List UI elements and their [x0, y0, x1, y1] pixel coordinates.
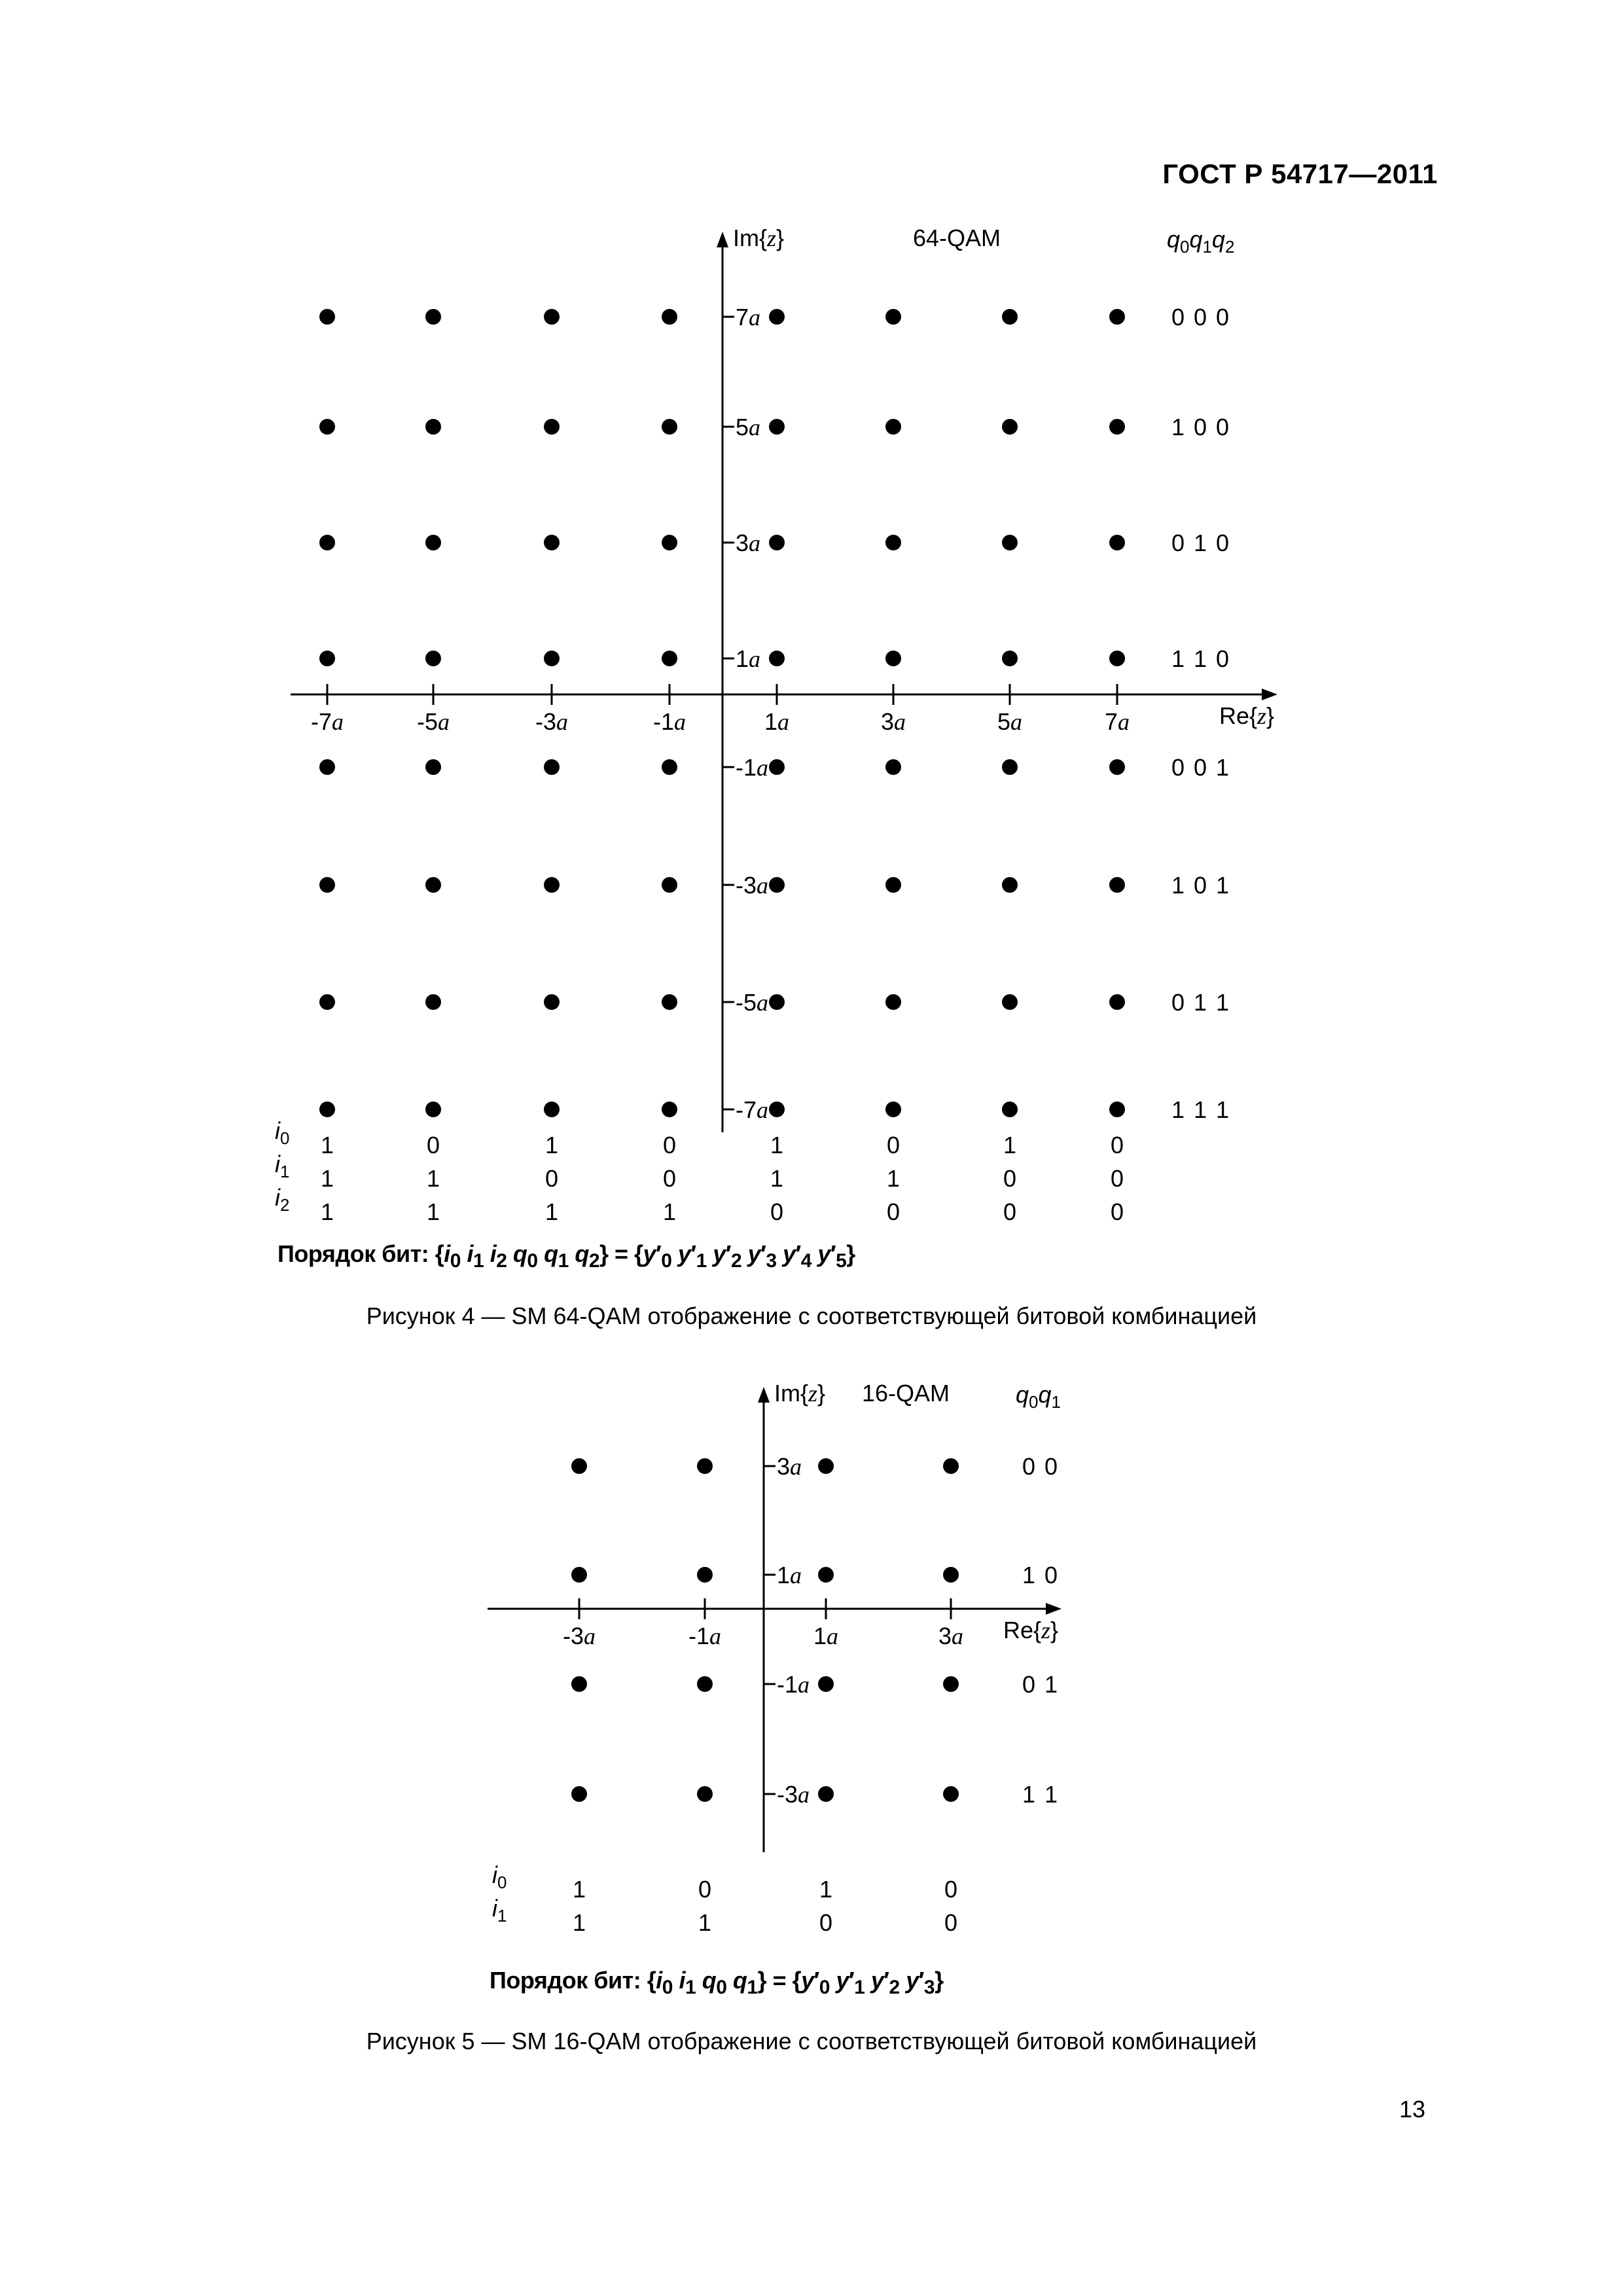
q-bits-row-label: 1 0 [1022, 1562, 1060, 1588]
document-header: ГОСТ Р 54717—2011 [1162, 158, 1438, 189]
im-axis-arrow [758, 1387, 770, 1403]
i-bit-value: 0 [698, 1876, 712, 1903]
fig5-bit-order: Порядок бит: {$i_0$ $i_1$ $q_0$ $q_1\} = \{y'_0$ $y'_1$ $y'_2$ $y'_3$} [490, 1967, 944, 1999]
i-bit-value: 0 [886, 1198, 901, 1225]
x-tick-label: 3a [880, 708, 906, 735]
x-tick-label: -3a [562, 1623, 596, 1649]
constellation-point [697, 1458, 713, 1474]
constellation-point [697, 1676, 713, 1692]
i-bit-value: 0 [426, 1132, 440, 1158]
i-bit-value: 0 [819, 1909, 833, 1936]
q-bits-header: $q_0q_1$ [1016, 1381, 1061, 1412]
y-tick-label: 7a [736, 304, 761, 331]
x-tick-label: -7a [310, 708, 344, 735]
constellation-point [818, 1676, 834, 1692]
i-bit-value: 0 [1003, 1165, 1017, 1192]
q-bits-row-label: 0 1 1 [1171, 989, 1231, 1016]
constellation-point [571, 1567, 587, 1583]
q-bits-row-label: 1 1 0 [1171, 645, 1231, 672]
i-bit-value: 1 [770, 1132, 784, 1158]
q-bits-row-label: 1 1 [1022, 1781, 1060, 1808]
i-bits-row-label: $i_0$ [492, 1861, 507, 1892]
y-tick-label: 3a [777, 1453, 802, 1480]
q-bits-row-label: 1 0 1 [1171, 872, 1231, 899]
i-bit-value: 0 [1110, 1165, 1124, 1192]
constellation-title: 16-QAM [861, 1380, 950, 1407]
constellation-point [571, 1786, 587, 1802]
constellation-title: 64-QAM [912, 224, 1001, 251]
re-axis-arrow [1046, 1603, 1061, 1615]
constellation-point [818, 1458, 834, 1474]
constellation-point [943, 1458, 959, 1474]
y-tick-label: 1a [736, 645, 761, 672]
i-bit-value: 0 [662, 1165, 677, 1192]
y-tick-label: 1a [777, 1562, 802, 1588]
re-axis-label: Re{z} [1003, 1617, 1059, 1643]
i-bit-value: 1 [320, 1132, 334, 1158]
i-bit-value: 1 [544, 1198, 559, 1225]
i-bit-value: 1 [320, 1198, 334, 1225]
i-bit-value: 0 [662, 1132, 677, 1158]
page-number: 13 [1399, 2096, 1425, 2123]
q-bits-header: $q_0q_1q_2$ [1167, 226, 1235, 257]
i-bits-row-label: $i_0$ [275, 1117, 290, 1148]
i-bit-value: 0 [1110, 1132, 1124, 1158]
x-tick-label: 3a [938, 1623, 964, 1649]
q-bits-row-label: 0 1 0 [1171, 529, 1231, 556]
y-tick-label: -7a [736, 1096, 769, 1123]
i-bits-row-label: $i_2$ [275, 1184, 290, 1215]
y-tick-label: -1a [736, 754, 769, 781]
y-tick-label: -3a [736, 872, 769, 899]
constellation-point [697, 1786, 713, 1802]
i-bit-value: 1 [544, 1132, 559, 1158]
i-bit-value: 1 [1003, 1132, 1017, 1158]
i-bit-value: 0 [1110, 1198, 1124, 1225]
i-bit-value: 1 [572, 1909, 586, 1936]
constellation-point [818, 1567, 834, 1583]
constellation-point [943, 1676, 959, 1692]
figure-5-caption: Рисунок 5 — SM 16-QAM отображение с соответствующей битовой комбинацией [366, 2028, 1257, 2054]
i-bit-value: 0 [1003, 1198, 1017, 1225]
i-bit-value: 1 [662, 1198, 677, 1225]
constellation-point [943, 1786, 959, 1802]
x-tick-label: -1a [688, 1623, 722, 1649]
i-bit-value: 1 [770, 1165, 784, 1192]
i-bit-value: 1 [698, 1909, 712, 1936]
re-axis-label: Re{z} [1219, 702, 1275, 729]
i-bit-value: 0 [544, 1165, 559, 1192]
i-bit-value: 1 [572, 1876, 586, 1903]
y-tick-label: -1a [777, 1671, 810, 1698]
y-tick-label: 5a [736, 414, 761, 440]
constellation-point [818, 1786, 834, 1802]
constellation-point [571, 1676, 587, 1692]
q-bits-row-label: 0 0 [1022, 1453, 1060, 1480]
constellation-point [697, 1567, 713, 1583]
i-bits-row-label: $i_1$ [492, 1895, 507, 1926]
x-tick-label: 5a [997, 708, 1023, 735]
q-bits-row-label: 0 0 1 [1171, 754, 1231, 781]
im-axis-label: Im{z} [733, 224, 785, 251]
q-bits-row-label: 0 1 [1022, 1671, 1060, 1698]
i-bit-value: 1 [886, 1165, 901, 1192]
y-tick-label: -5a [736, 989, 769, 1016]
q-bits-row-label: 1 1 1 [1171, 1096, 1231, 1123]
y-tick-label: -3a [777, 1781, 810, 1808]
q-bits-row-label: 0 0 0 [1171, 304, 1231, 331]
i-bits-row-label: $i_1$ [275, 1151, 290, 1181]
i-bit-value: 1 [426, 1165, 440, 1192]
i-bit-value: 0 [944, 1876, 958, 1903]
i-bit-value: 1 [426, 1198, 440, 1225]
i-bit-value: 1 [819, 1876, 833, 1903]
i-bit-value: 0 [886, 1132, 901, 1158]
fig4-bit-order: Порядок бит: {$i_0$ $i_1$ $i_2$ $q_0$ $q_1$ $q_2\} = \{y'_0$ $y'_1$ $y'_2$ $y'_3$ $y'_4$ $y'_5$} [277, 1240, 855, 1272]
i-bit-value: 0 [944, 1909, 958, 1936]
constellation-point [571, 1458, 587, 1474]
x-tick-label: 1a [813, 1623, 839, 1649]
i-bit-value: 1 [320, 1165, 334, 1192]
x-tick-label: 7a [1104, 708, 1130, 735]
figure-4-caption: Рисунок 4 — SM 64-QAM отображение с соответствующей битовой комбинацией [366, 1302, 1257, 1329]
constellation-point [943, 1567, 959, 1583]
q-bits-row-label: 1 0 0 [1171, 414, 1231, 440]
x-tick-label: -3a [535, 708, 569, 735]
x-tick-label: 1a [764, 708, 790, 735]
x-tick-label: -5a [416, 708, 450, 735]
y-tick-label: 3a [736, 529, 761, 556]
im-axis-label: Im{z} [774, 1380, 826, 1407]
i-bit-value: 0 [770, 1198, 784, 1225]
x-tick-label: -1a [652, 708, 687, 735]
